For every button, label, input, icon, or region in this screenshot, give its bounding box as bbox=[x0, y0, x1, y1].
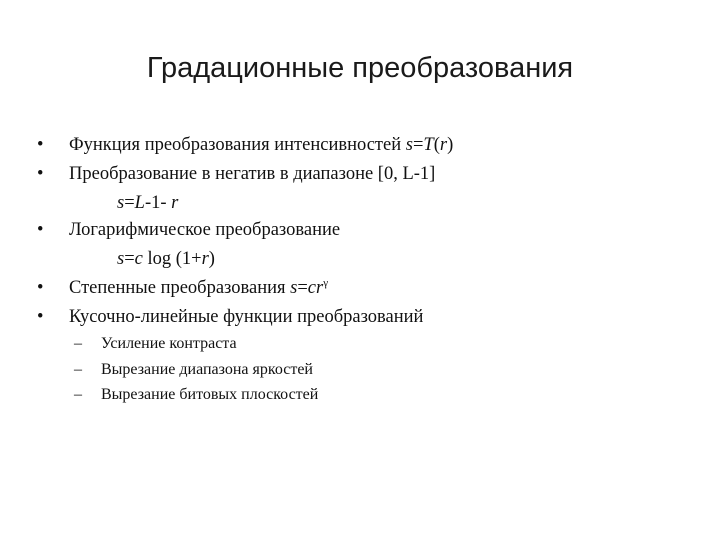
formula-var-r: r bbox=[201, 249, 209, 269]
bullet-icon: • bbox=[37, 164, 44, 184]
dash-icon: – bbox=[74, 335, 82, 352]
formula-var-s: s bbox=[117, 193, 125, 213]
formula-paren-close: ) bbox=[208, 249, 215, 269]
bullet-item-text: Функция преобразования интенсивностей bbox=[69, 135, 406, 155]
bullet-icon: • bbox=[37, 135, 44, 155]
bullet-icon: • bbox=[37, 220, 44, 240]
bullet-item-text: Преобразование в негатив в диапазоне [0, L-1] bbox=[69, 164, 436, 184]
dash-icon: – bbox=[74, 386, 82, 403]
sub-item-intensity-slicing: Вырезание диапазона яркостей bbox=[101, 361, 313, 378]
sub-item-bit-plane-slicing: Вырезание битовых плоскостей bbox=[101, 386, 319, 403]
formula-var-s: s bbox=[290, 278, 298, 298]
bullet-item-piecewise bbox=[69, 306, 423, 328]
bullet-item-power bbox=[69, 277, 328, 299]
formula-eq: = bbox=[124, 249, 135, 269]
formula-var-r: r bbox=[439, 135, 448, 155]
formula-var-s: s bbox=[405, 135, 413, 155]
formula-eq: = bbox=[412, 135, 424, 155]
formula-negative bbox=[117, 192, 178, 214]
formula-logarithmic bbox=[117, 248, 215, 270]
bullet-icon: • bbox=[37, 278, 44, 298]
formula-gamma-exponent: γ bbox=[323, 277, 329, 289]
formula-var-L: L bbox=[134, 193, 145, 213]
formula-eq: = bbox=[297, 278, 308, 298]
formula-var-cr: cr bbox=[307, 278, 324, 298]
formula-paren-open: ( bbox=[433, 135, 440, 155]
bullet-item-intensity-function bbox=[69, 134, 453, 156]
bullet-item-text: Степенные преобразования bbox=[69, 278, 291, 298]
dash-icon: – bbox=[74, 361, 82, 378]
formula-var-r: r bbox=[171, 193, 179, 213]
formula-eq: = bbox=[124, 193, 135, 213]
bullet-item-text: Логарифмическое преобразование bbox=[69, 220, 341, 240]
formula-log: log (1+ bbox=[142, 249, 202, 269]
slide-title: Градационные преобразования bbox=[146, 52, 574, 84]
formula-var-T: T bbox=[423, 135, 434, 155]
formula-rest: -1- bbox=[144, 193, 172, 213]
formula-var-c: c bbox=[134, 249, 143, 269]
bullet-item-text: Кусочно-линейные функции преобразований bbox=[69, 307, 424, 327]
formula-paren-close: ) bbox=[447, 135, 454, 155]
bullet-icon: • bbox=[37, 307, 44, 327]
bullet-item-logarithmic bbox=[69, 219, 340, 241]
formula-var-s: s bbox=[117, 249, 125, 269]
sub-item-contrast: Усиление контраста bbox=[101, 335, 237, 352]
bullet-item-negative bbox=[69, 163, 435, 185]
